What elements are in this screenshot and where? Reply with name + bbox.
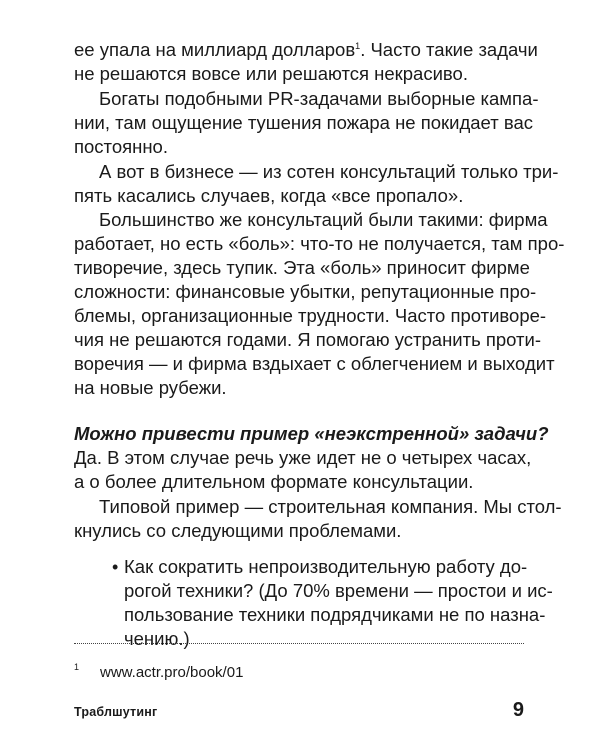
text-line: а о более длительном формате консультации. (74, 471, 474, 492)
text-line: Богаты подобными PR-задачами выборные кампа- (99, 88, 539, 109)
footnote-reference: 1 (355, 40, 361, 51)
text-line: блемы, организационные трудности. Часто противоре- (74, 305, 547, 326)
question-heading: Можно привести пример «неэкстренной» задачи? (74, 423, 549, 444)
text-line: кнулись со следующими проблемами. (74, 520, 402, 541)
bullet-line: рогой техники? (До 70% времени — простои и ис- (124, 580, 553, 601)
book-title: Траблшутинг (74, 705, 158, 719)
text-line: Типовой пример — строительная компания. Мы стол- (99, 496, 562, 517)
text-line: на новые рубежи. (74, 377, 227, 398)
text-line: А вот в бизнесе — из сотен консультаций только три- (99, 161, 559, 182)
text-line: ее упала на миллиард долларов$^1$. Часто такие задачи (74, 39, 538, 60)
text-line: нии, там ощущение тушения пожара не покидает вас (74, 112, 533, 133)
text-line: Да. В этом случае речь уже идет не о четырех часах, (74, 447, 532, 468)
text-line: Большинство же консультаций были такими: фирма (99, 209, 548, 230)
text-line: тиворечие, здесь тупик. Эта «боль» приносит фирме (74, 257, 530, 278)
bullet-icon: • (112, 557, 119, 577)
footnote-number: 1 (74, 662, 80, 672)
bullet-line: пользование техники подрядчиками не по назна- (124, 604, 546, 625)
text-line: не решаются вовсе или решаются некрасиво. (74, 63, 468, 84)
text-line: чия не решаются годами. Я помогаю устранить проти- (74, 329, 542, 350)
text-line: пять касались случаев, когда «все пропало». (74, 185, 464, 206)
bullet-line: Как сократить непроизводительную работу до- (124, 556, 528, 577)
footnote-link[interactable]: www.actr.pro/book/01 (100, 664, 244, 681)
page-number: 9 (512, 699, 524, 721)
text-line: постоянно. (74, 136, 168, 157)
text-line: сложности: финансовые убытки, репутационные про- (74, 281, 537, 302)
bullet-line: чению.) (124, 628, 190, 649)
text-line: воречия — и фирма вздыхает с облегчением и выходит (74, 353, 555, 374)
text-line: работает, но есть «боль»: что-то не получается, там про- (74, 233, 565, 254)
